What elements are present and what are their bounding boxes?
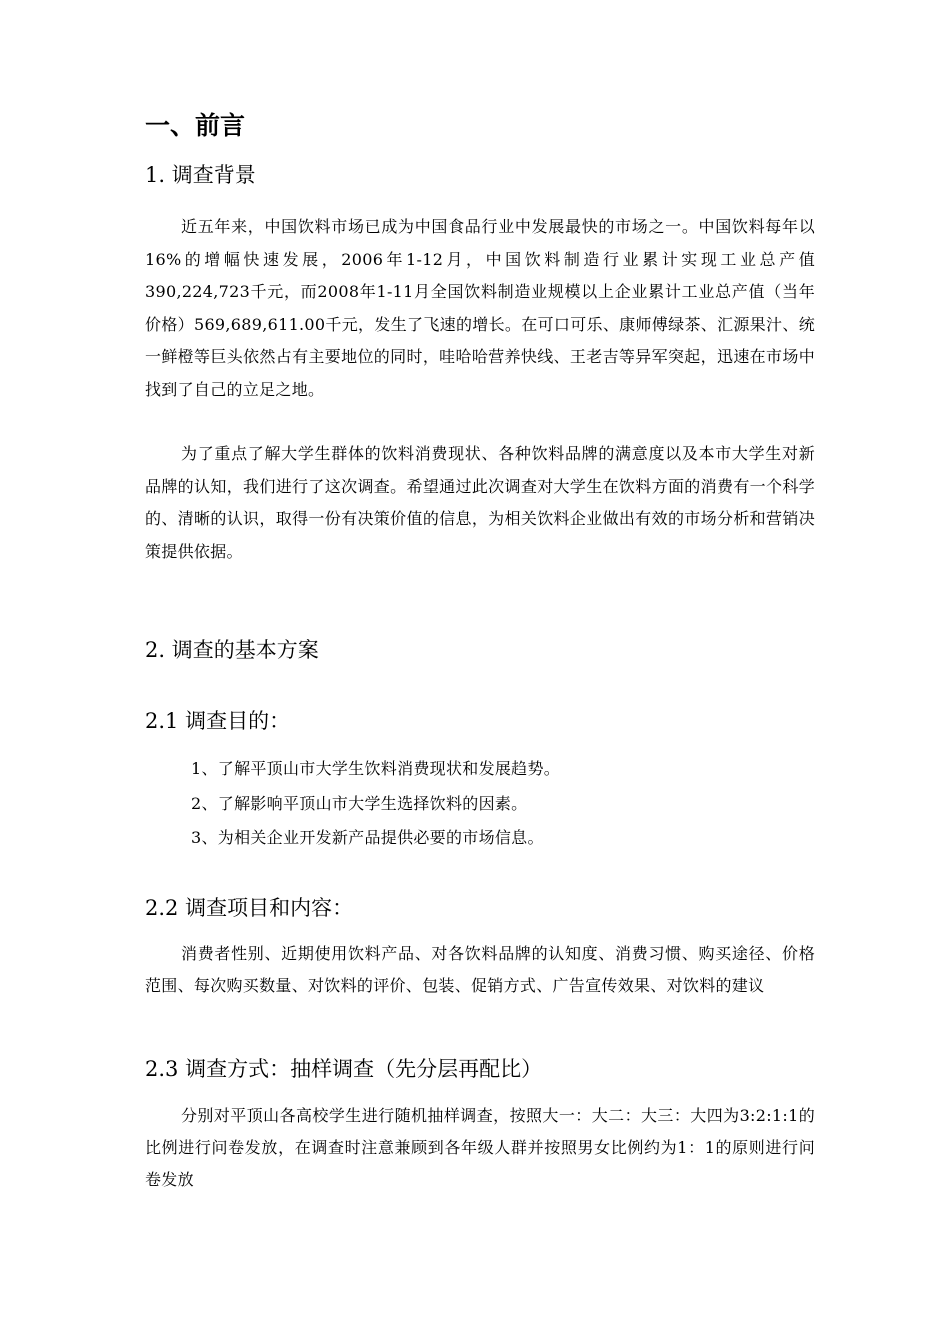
heading-survey-background: 1. 调查背景 <box>145 163 256 187</box>
paragraph-background-1: 近五年来，中国饮料市场已成为中国食品行业中发展最快的市场之一。中国饮料每年以16%的增幅快速发展，2006年1-12月，中国饮料制造行业累计实现工业总产值390,224,723千元，而2008年1-11月全国饮料制造业规模以上企业累计工业总产值（当年价格）569,689,611.00千元，发生了飞速的增长。在可口可乐、康师傅绿茶、汇源果汁、统一鲜橙等巨头依然占有主要地位的同时，哇哈哈营养快线、王老吉等异军突起，迅速在市场中找到了自己的立足之地。 <box>145 217 815 399</box>
section-heading-preface: 一、前言 <box>145 111 246 140</box>
heading-survey-items: 2.2 调查项目和内容： <box>145 896 354 920</box>
heading-survey-purpose: 2.1 调查目的： <box>145 709 291 733</box>
paragraph-survey-method: 分别对平顶山各高校学生进行随机抽样调查，按照大一：大二：大三：大四为3:2:1:1的比例进行问卷发放，在调查时注意兼顾到各年级人群并按照男女比例约为1：1的原则进行问卷发放 <box>145 1106 815 1189</box>
purpose-item-3: 3、为相关企业开发新产品提供必要的市场信息。 <box>191 828 544 847</box>
paragraph-survey-items: 消费者性别、近期使用饮料产品、对各饮料品牌的认知度、消费习惯、购买途径、价格范围、每次购买数量、对饮料的评价、包装、促销方式、广告宣传效果、对饮料的建议 <box>145 944 815 995</box>
heading-survey-method: 2.3 调查方式：抽样调查（先分层再配比） <box>145 1057 543 1081</box>
purpose-item-2: 2、了解影响平顶山市大学生选择饮料的因素。 <box>191 793 528 813</box>
purpose-list <box>191 752 560 856</box>
purpose-item-1: 1、了解平顶山市大学生饮料消费现状和发展趋势。 <box>191 759 561 778</box>
heading-basic-plan: 2. 调查的基本方案 <box>145 638 319 662</box>
paragraph-background-2: 为了重点了解大学生群体的饮料消费现状、各种饮料品牌的满意度以及本市大学生对新品牌的认知，我们进行了这次调查。希望通过此次调查对大学生在饮料方面的消费有一个科学的、清晰的认识，取得一份有决策价值的信息，为相关饮料企业做出有效的市场分析和营销决策提供依据。 <box>145 444 815 561</box>
